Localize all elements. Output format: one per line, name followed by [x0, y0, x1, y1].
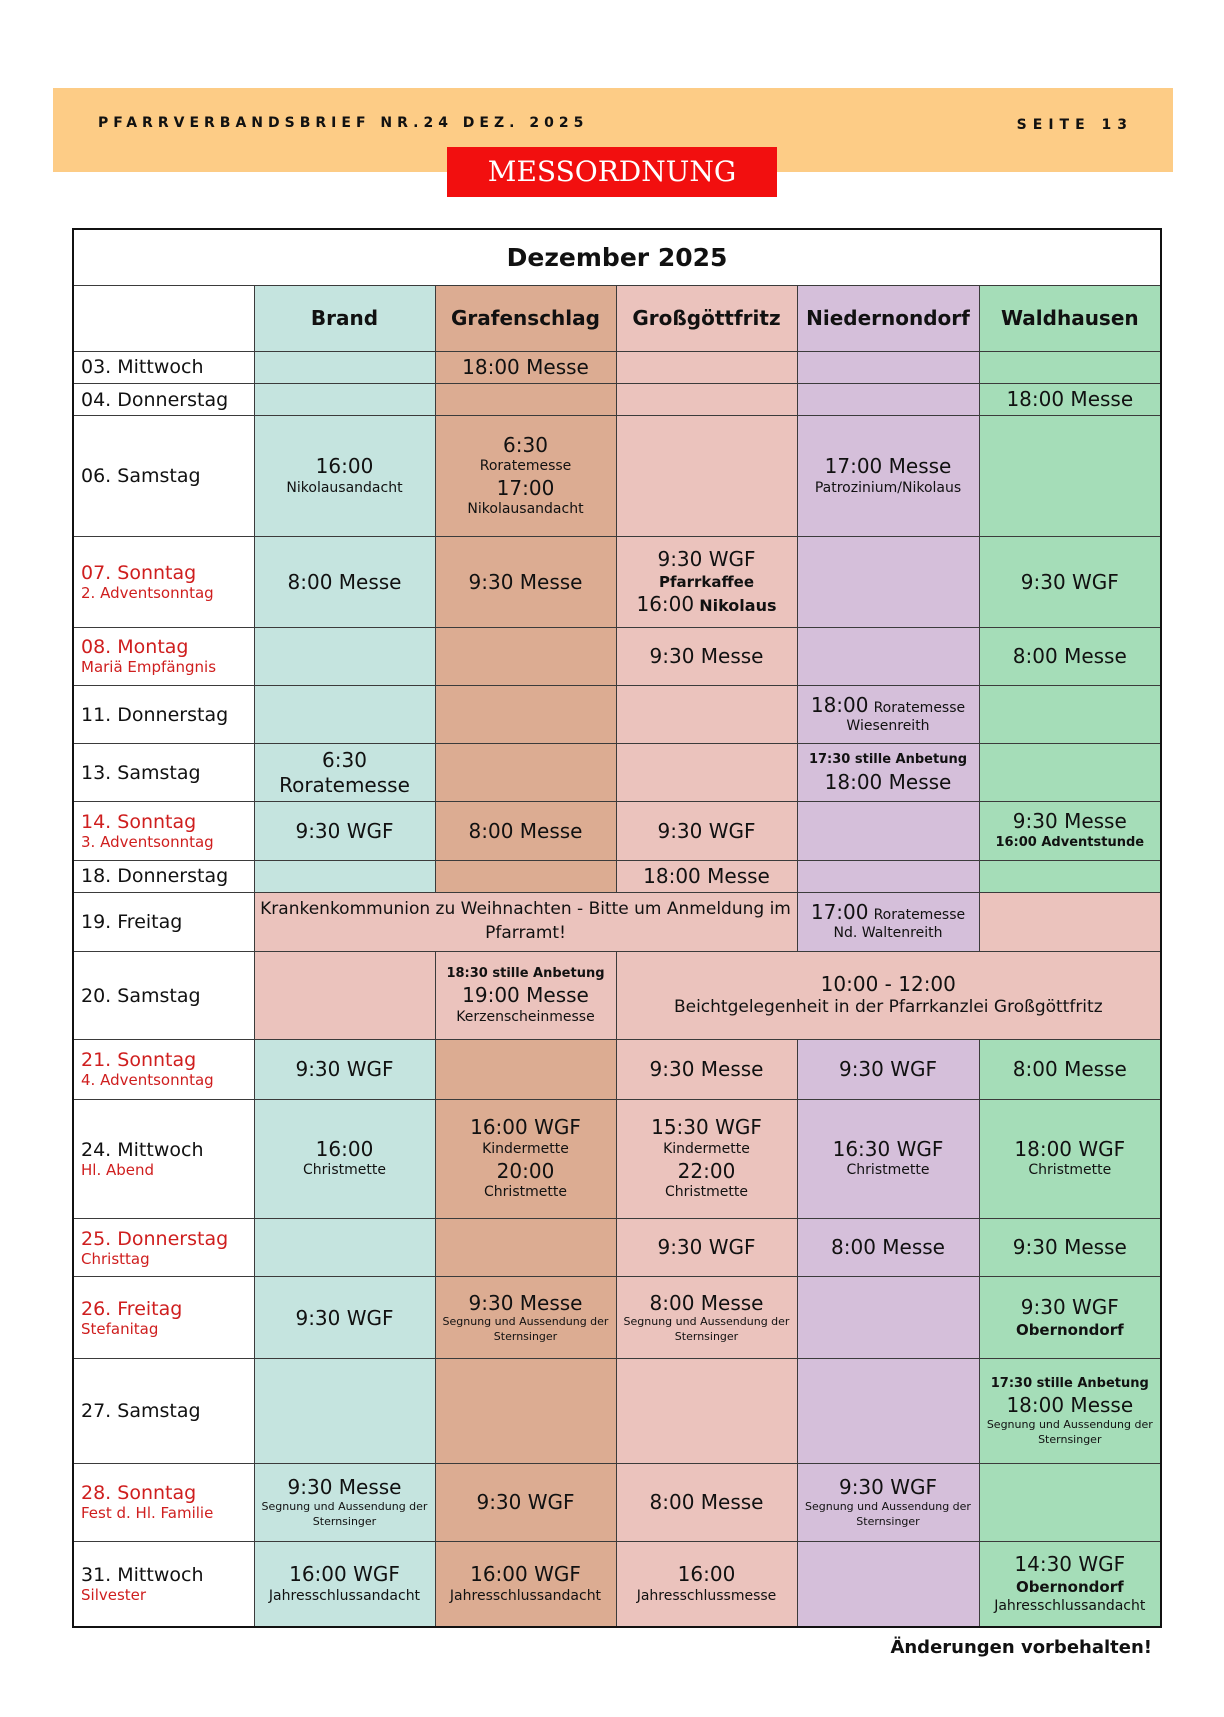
- entry-text: 8:00 Messe: [1012, 644, 1127, 669]
- day-sub-label: Stefanitag: [81, 1319, 159, 1338]
- day-cell: [73, 1277, 254, 1359]
- entry-text: 9:30 WGF: [1020, 569, 1119, 594]
- cell-waldhausen: [979, 686, 1161, 744]
- entry-note: 17:30 stille Anbetung: [990, 1375, 1149, 1391]
- parish-header-niedernondorf: Niedernondorf: [797, 285, 979, 351]
- cell-waldhausen: [979, 1277, 1161, 1359]
- entry-note: Jahresschlussandacht: [449, 1587, 602, 1604]
- publication-title: PFARRVERBANDSBRIEF NR.24 DEZ. 2025: [98, 115, 589, 131]
- cell-brand: [254, 1099, 435, 1218]
- day-cell: [73, 1542, 254, 1627]
- cell-brand: [254, 802, 435, 860]
- cell-niedernondorf: [797, 627, 979, 685]
- day-cell: 03. Mittwoch: [73, 351, 254, 383]
- cell-niedernondorf: [797, 1542, 979, 1627]
- table-row: [73, 952, 1161, 1040]
- entry-note: Patrozinium/Nikolaus: [814, 479, 962, 496]
- table-row: [73, 860, 1161, 892]
- entry-note: Segnung und Aussendung der Sternsinger: [986, 1417, 1153, 1446]
- cell-grossgoettfritz: [616, 1099, 797, 1218]
- table-row: [73, 1463, 1161, 1541]
- day-label: 14. Sonntag: [81, 811, 197, 834]
- cell-brand: [254, 416, 435, 536]
- cell-grossgoettfritz: [616, 744, 797, 802]
- cell-brand: [254, 952, 435, 1040]
- entry-text: 9:30 WGF: [295, 1057, 394, 1082]
- cell-niedernondorf: [797, 536, 979, 627]
- cell-waldhausen: [979, 892, 1161, 951]
- day-sub-label: 2. Adventsonntag: [81, 583, 214, 602]
- cell-niedernondorf: [797, 1218, 979, 1276]
- cell-waldhausen: [979, 1218, 1161, 1276]
- day-label: 24. Mittwoch: [81, 1138, 204, 1161]
- entry-text: 9:30 WGF: [657, 1235, 756, 1260]
- cell-brand: [254, 1463, 435, 1541]
- entry-note: Pfarrkaffee: [658, 572, 755, 591]
- day-cell: 06. Samstag: [73, 416, 254, 536]
- table-row: [73, 1099, 1161, 1218]
- entry-note: Segnung und Aussendung der Sternsinger: [623, 1315, 790, 1343]
- entry-text: 9:30 Messe: [649, 1057, 764, 1082]
- entry-time: 9:30 WGF: [1020, 1295, 1119, 1320]
- entry-time: 16:00 WGF: [470, 1562, 581, 1587]
- entry-time: 19:00 Messe: [462, 983, 589, 1008]
- cell-grafenschlag: [435, 384, 616, 416]
- cell-waldhausen: [979, 860, 1161, 892]
- entry-place: Nd. Waltenreith: [833, 925, 943, 942]
- entry-text: 9:30 WGF: [838, 1057, 938, 1082]
- entry-place: Obernondorf: [1015, 1320, 1124, 1339]
- cell-waldhausen: [979, 1040, 1161, 1099]
- parish-header-waldhausen: Waldhausen: [979, 285, 1161, 351]
- cell-niedernondorf: [797, 802, 979, 860]
- day-label: 26. Freitag: [81, 1297, 183, 1320]
- cell-grafenschlag: [435, 686, 616, 744]
- cell-grafenschlag: [435, 416, 616, 536]
- cell-waldhausen: [979, 802, 1161, 860]
- entry-note: Roratemesse: [873, 907, 966, 924]
- entry-text: 9:30 WGF: [295, 1305, 394, 1330]
- day-label: 31. Mittwoch: [81, 1564, 204, 1587]
- entry-note: Kerzenscheinmesse: [456, 1008, 595, 1025]
- entry-note: 16:00 Adventstunde: [995, 834, 1145, 850]
- entry-text: 18:00 Messe: [1006, 387, 1134, 412]
- entry-place: Wiesenreith: [846, 718, 930, 735]
- cell-waldhausen: [979, 416, 1161, 536]
- entry-time: 14:30 WGF: [1014, 1552, 1126, 1577]
- entry-time: 16:00: [315, 454, 374, 479]
- day-sub-label: 4. Adventsonntag: [81, 1071, 214, 1090]
- cell-span-grossgoettfritz-to-waldhausen: [616, 952, 1161, 1040]
- cell-waldhausen: [979, 536, 1161, 627]
- day-cell: 19. Freitag: [73, 892, 254, 951]
- day-cell: 11. Donnerstag: [73, 686, 254, 744]
- entry-note: 17:30 stille Anbetung: [808, 752, 968, 768]
- entry-time: 6:30: [322, 748, 367, 773]
- day-label: 21. Sonntag: [81, 1049, 197, 1072]
- table-row: [73, 892, 1161, 951]
- entry-time: 18:00 WGF: [1014, 1137, 1126, 1162]
- section-title: MESSORDNUNG: [447, 147, 777, 197]
- entry-note: Kindermette: [663, 1140, 750, 1157]
- cell-grossgoettfritz: [616, 1040, 797, 1099]
- entry-text: 9:30 Messe: [649, 644, 764, 669]
- entry-time: 17:00 Messe: [824, 454, 952, 479]
- cell-grossgoettfritz: [616, 1542, 797, 1627]
- cell-waldhausen: [979, 1542, 1161, 1627]
- cell-grafenschlag: [435, 802, 616, 860]
- span-time: 10:00 - 12:00: [820, 971, 956, 996]
- entry-time: 15:30 WGF: [651, 1115, 762, 1140]
- table-row: [73, 1040, 1161, 1099]
- day-sub-label: 3. Adventsonntag: [81, 833, 214, 852]
- cell-grossgoettfritz: [616, 536, 797, 627]
- day-cell: [73, 536, 254, 627]
- cell-grossgoettfritz: [616, 1218, 797, 1276]
- parish-header-brand: Brand: [254, 285, 435, 351]
- mass-schedule-table: [72, 228, 1162, 1628]
- cell-niedernondorf: [797, 744, 979, 802]
- parish-header-row: [73, 285, 1161, 351]
- cell-niedernondorf: [797, 1099, 979, 1218]
- entry-text: 8:00 Messe: [1012, 1057, 1127, 1082]
- cell-grafenschlag: [435, 627, 616, 685]
- entry-text: 9:30 Messe: [468, 569, 583, 594]
- table-row: [73, 744, 1161, 802]
- parish-header-grafenschlag: Grafenschlag: [435, 285, 616, 351]
- day-cell: 27. Samstag: [73, 1359, 254, 1463]
- entry-time: 18:00: [810, 693, 869, 718]
- cell-grossgoettfritz: [616, 1463, 797, 1541]
- cell-grafenschlag: [435, 1040, 616, 1099]
- entry-time: 9:30 WGF: [838, 1475, 938, 1500]
- entry-text: 9:30 WGF: [476, 1490, 575, 1515]
- cell-waldhausen: [979, 627, 1161, 685]
- cell-span-brand-to-grossgoettfritz: [254, 892, 797, 951]
- entry-note: Segnung und Aussendung der Sternsinger: [261, 1499, 428, 1528]
- entry-time: 17:00: [810, 900, 869, 925]
- day-cell: [73, 1463, 254, 1541]
- entry-note: Roratemesse: [873, 700, 966, 717]
- cell-brand: [254, 1542, 435, 1627]
- cell-grossgoettfritz: [616, 384, 797, 416]
- entry-time: 9:30 WGF: [657, 547, 756, 572]
- day-sub-label: Mariä Empfängnis: [81, 658, 217, 677]
- day-label: 25. Donnerstag: [81, 1227, 229, 1250]
- cell-grossgoettfritz: [616, 802, 797, 860]
- entry-place: Obernondorf: [1015, 1577, 1124, 1596]
- day-sub-label: Christtag: [81, 1249, 150, 1268]
- entry-note: Christmette: [484, 1184, 567, 1201]
- cell-waldhausen: [979, 351, 1161, 383]
- table-row: [73, 802, 1161, 860]
- entry-text: 18:00 Messe: [643, 864, 770, 889]
- entry-time: 9:30 Messe: [1012, 809, 1127, 834]
- footer-note: Änderungen vorbehalten!: [890, 1637, 1152, 1658]
- cell-brand: [254, 384, 435, 416]
- entry-note: Jahresschlussandacht: [994, 1597, 1146, 1614]
- entry-note: Nikolausandacht: [467, 501, 584, 518]
- entry-time: 16:30 WGF: [832, 1137, 944, 1162]
- entry-note: Nikolaus: [699, 596, 777, 616]
- entry-time: 18:00 Messe: [1006, 1393, 1134, 1418]
- entry-note: Kindermette: [482, 1140, 569, 1157]
- entry-note: Segnung und Aussendung der Sternsinger: [442, 1315, 609, 1343]
- entry-note: Jahresschlussmesse: [636, 1587, 777, 1604]
- table-row: [73, 1277, 1161, 1359]
- entry-time: 9:30 Messe: [287, 1475, 402, 1500]
- day-cell: [73, 1099, 254, 1218]
- table-row: [73, 1359, 1161, 1463]
- month-title: Dezember 2025: [73, 229, 1161, 285]
- day-cell: [73, 802, 254, 860]
- cell-grossgoettfritz: [616, 627, 797, 685]
- day-cell: 18. Donnerstag: [73, 860, 254, 892]
- entry-time: 22:00: [677, 1158, 736, 1183]
- entry-note: Jahresschlussandacht: [268, 1587, 421, 1604]
- day-cell: 13. Samstag: [73, 744, 254, 802]
- cell-grafenschlag: [435, 952, 616, 1040]
- cell-grossgoettfritz: [616, 860, 797, 892]
- table-row: [73, 384, 1161, 416]
- entry-note: Christmette: [303, 1162, 386, 1179]
- entry-time: 16:00 WGF: [289, 1562, 400, 1587]
- day-label: 28. Sonntag: [81, 1482, 197, 1505]
- day-cell: 20. Samstag: [73, 952, 254, 1040]
- entry-time: 16:00: [636, 592, 695, 617]
- cell-waldhausen: [979, 1463, 1161, 1541]
- cell-grossgoettfritz: [616, 416, 797, 536]
- entry-time: 6:30: [503, 432, 548, 457]
- cell-grafenschlag: [435, 351, 616, 383]
- cell-waldhausen: [979, 1359, 1161, 1463]
- entry-time: 16:00 WGF: [470, 1115, 581, 1140]
- cell-grafenschlag: [435, 1277, 616, 1359]
- entry-note: 18:30 stille Anbetung: [446, 965, 605, 981]
- cell-grafenschlag: [435, 536, 616, 627]
- cell-brand: [254, 686, 435, 744]
- cell-grafenschlag: [435, 1218, 616, 1276]
- entry-note: Segnung und Aussendung der Sternsinger: [805, 1499, 971, 1528]
- cell-niedernondorf: [797, 686, 979, 744]
- cell-grossgoettfritz: [616, 351, 797, 383]
- cell-niedernondorf: [797, 892, 979, 951]
- cell-niedernondorf: [797, 1463, 979, 1541]
- table-row: [73, 686, 1161, 744]
- entry-time: 9:30 Messe: [468, 1290, 583, 1315]
- cell-niedernondorf: [797, 351, 979, 383]
- table-row: [73, 351, 1161, 383]
- entry-text: 9:30 WGF: [657, 818, 756, 843]
- cell-niedernondorf: [797, 416, 979, 536]
- entry-note: Christmette: [846, 1162, 930, 1179]
- cell-grossgoettfritz: [616, 1277, 797, 1359]
- entry-text: 8:00 Messe: [468, 818, 583, 843]
- entry-text: 9:30 Messe: [1012, 1235, 1127, 1260]
- cell-brand: [254, 627, 435, 685]
- entry-note: Christmette: [1028, 1162, 1112, 1179]
- corner-cell: [73, 285, 254, 351]
- cell-brand: [254, 1277, 435, 1359]
- cell-brand: [254, 536, 435, 627]
- cell-grafenschlag: [435, 1463, 616, 1541]
- table-row: [73, 1542, 1161, 1627]
- day-cell: [73, 1218, 254, 1276]
- entry-time: 16:00: [677, 1562, 736, 1587]
- span-note: Krankenkommunion zu Weihnachten - Bitte um Anmeldung im Pfarramt!: [260, 899, 791, 943]
- entry-text: 9:30 WGF: [295, 818, 394, 843]
- cell-brand: [254, 1040, 435, 1099]
- entry-text: 18:00 Messe: [462, 355, 589, 380]
- table-title-row: [73, 229, 1161, 285]
- cell-grafenschlag: [435, 1099, 616, 1218]
- entry-note: Nikolausandacht: [286, 479, 403, 496]
- entry-time: 17:00: [496, 475, 555, 500]
- entry-time: 18:00 Messe: [824, 770, 952, 795]
- table-row: [73, 1218, 1161, 1276]
- cell-niedernondorf: [797, 860, 979, 892]
- entry-note: Roratemesse: [479, 457, 572, 474]
- day-cell: [73, 627, 254, 685]
- day-sub-label: Fest d. Hl. Familie: [81, 1504, 214, 1523]
- cell-grafenschlag: [435, 860, 616, 892]
- cell-waldhausen: [979, 1099, 1161, 1218]
- cell-grafenschlag: [435, 1542, 616, 1627]
- parish-header-grossgoettfritz: Großgöttfritz: [616, 285, 797, 351]
- entry-text: 8:00 Messe: [287, 569, 402, 594]
- cell-grafenschlag: [435, 744, 616, 802]
- cell-grossgoettfritz: [616, 1359, 797, 1463]
- day-cell: 04. Donnerstag: [73, 384, 254, 416]
- entry-note: Christmette: [665, 1184, 748, 1201]
- cell-waldhausen: [979, 744, 1161, 802]
- cell-niedernondorf: [797, 1359, 979, 1463]
- entry-text: 8:00 Messe: [831, 1235, 945, 1260]
- cell-niedernondorf: [797, 1277, 979, 1359]
- cell-grossgoettfritz: [616, 686, 797, 744]
- cell-brand: [254, 1218, 435, 1276]
- entry-note: Roratemesse: [279, 772, 410, 797]
- cell-brand: [254, 351, 435, 383]
- page-number: SEITE 13: [1016, 117, 1133, 133]
- cell-niedernondorf: [797, 1040, 979, 1099]
- cell-grafenschlag: [435, 1359, 616, 1463]
- entry-text: 8:00 Messe: [649, 1490, 764, 1515]
- table-row: [73, 536, 1161, 627]
- cell-niedernondorf: [797, 384, 979, 416]
- table-row: [73, 627, 1161, 685]
- span-note: Beichtgelegenheit in der Pfarrkanzlei Großgöttfritz: [673, 996, 1103, 1017]
- cell-waldhausen: [979, 384, 1161, 416]
- cell-brand: [254, 744, 435, 802]
- day-cell: [73, 1040, 254, 1099]
- day-sub-label: Hl. Abend: [81, 1160, 155, 1179]
- cell-brand: [254, 860, 435, 892]
- day-label: 08. Montag: [81, 636, 189, 659]
- day-sub-label: Silvester: [81, 1586, 147, 1605]
- cell-brand: [254, 1359, 435, 1463]
- day-label: 07. Sonntag: [81, 561, 197, 584]
- table-row: [73, 416, 1161, 536]
- entry-time: 8:00 Messe: [649, 1290, 764, 1315]
- entry-time: 16:00: [315, 1137, 374, 1162]
- entry-time: 20:00: [496, 1158, 555, 1183]
